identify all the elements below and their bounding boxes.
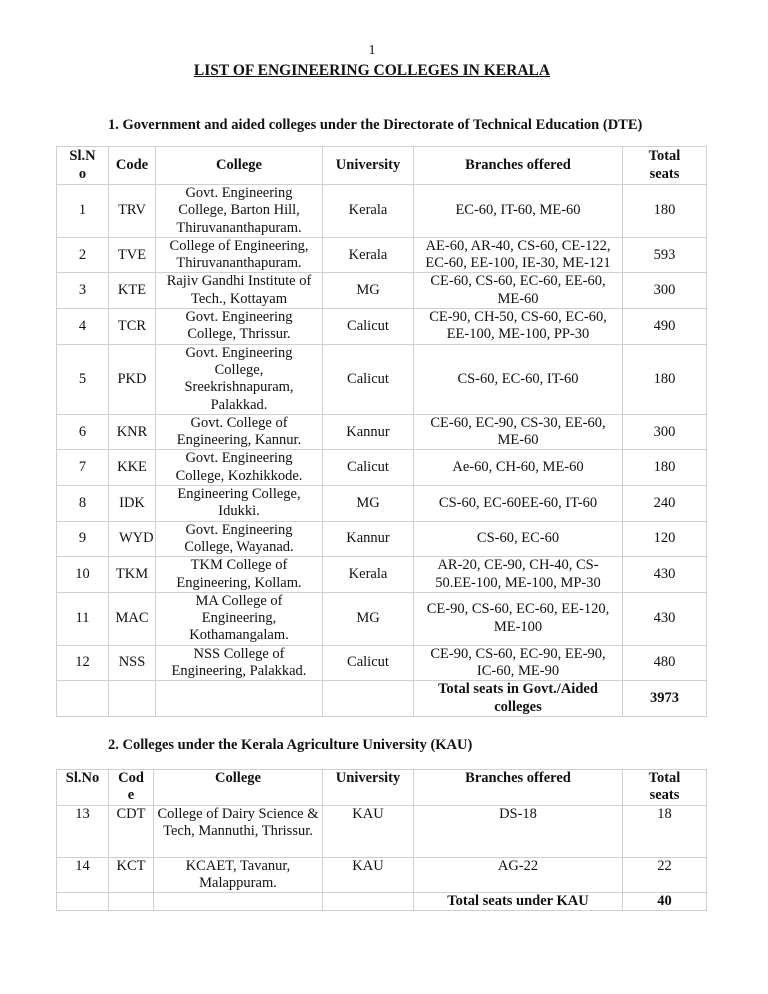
cell-university: Calicut [323, 309, 414, 345]
dte-colleges-table [56, 146, 707, 717]
table-row [57, 309, 707, 345]
cell-slno: 14 [57, 857, 109, 893]
table-row [57, 414, 707, 450]
table-row [57, 273, 707, 309]
cell-college: Rajiv Gandhi Institute of Tech., Kottayam [156, 273, 323, 309]
cell-code: KNR [109, 414, 156, 450]
cell-seats: 180 [623, 344, 707, 414]
cell-slno: 9 [57, 521, 109, 557]
cell-branches: CE-60, CS-60, EC-60, EE-60, ME-60 [414, 273, 623, 309]
cell-college: Govt. Engineering College, Wayanad. [156, 521, 323, 557]
cell-branches: AE-60, AR-40, CS-60, CE-122, EC-60, EE-100, IE-30, ME-121 [414, 237, 623, 273]
table-row [57, 557, 707, 593]
section-heading-kau: 2. Colleges under the Kerala Agriculture University (KAU) [108, 737, 473, 753]
cell-college: NSS College of Engineering, Palakkad. [156, 645, 323, 681]
table-header-row [57, 770, 707, 806]
cell-college: Govt. Engineering College, Thrissur. [156, 309, 323, 345]
cell-branches: CE-90, CH-50, CS-60, EC-60, EE-100, ME-100, PP-30 [414, 309, 623, 345]
cell-seats: 180 [623, 450, 707, 486]
cell-slno: 11 [57, 592, 109, 645]
cell-university: Calicut [323, 450, 414, 486]
column-header-code: Cod e [109, 770, 154, 806]
cell-branches: Ae-60, CH-60, ME-60 [414, 450, 623, 486]
cell-college: Engineering College, Idukki. [156, 486, 323, 522]
column-header-total-seats: Total seats [623, 147, 707, 185]
table-row [57, 450, 707, 486]
cell-seats: 18 [623, 805, 707, 857]
cell-slno: 13 [57, 805, 109, 857]
column-header-university: University [323, 147, 414, 185]
cell-slno: 5 [57, 344, 109, 414]
cell-college: Govt. Engineering College, Sreekrishnapuram, Palakkad. [156, 344, 323, 414]
cell-slno: 12 [57, 645, 109, 681]
column-header-college: College [156, 147, 323, 185]
cell-code: TRV [109, 185, 156, 238]
cell-college: MA College of Engineering, Kothamangalam. [156, 592, 323, 645]
table-row [57, 344, 707, 414]
column-header-college: College [154, 770, 323, 806]
cell-branches: CS-60, EC-60, IT-60 [414, 344, 623, 414]
cell-branches: AG-22 [414, 857, 623, 893]
cell-university: Kerala [323, 185, 414, 238]
cell-university: Kerala [323, 237, 414, 273]
column-header-branches: Branches offered [414, 147, 623, 185]
cell-seats: 180 [623, 185, 707, 238]
cell-university: Kannur [323, 521, 414, 557]
cell-code: TVE [109, 237, 156, 273]
table-row [57, 857, 707, 893]
cell-seats: 240 [623, 486, 707, 522]
cell-slno: 4 [57, 309, 109, 345]
cell-university: MG [323, 273, 414, 309]
cell-slno: 1 [57, 185, 109, 238]
cell-branches: CE-90, CS-60, EC-60, EE-120, ME-100 [414, 592, 623, 645]
cell-code: TCR [109, 309, 156, 345]
cell-code: KKE [109, 450, 156, 486]
kau-colleges-table [56, 769, 707, 911]
cell-seats: 430 [623, 592, 707, 645]
cell-code: MAC [109, 592, 156, 645]
cell-seats: 22 [623, 857, 707, 893]
cell-branches: AR-20, CE-90, CH-40, CS-50.EE-100, ME-100, MP-30 [414, 557, 623, 593]
cell-university: Kerala [323, 557, 414, 593]
cell-code: IDK [109, 486, 156, 522]
total-label: Total seats in Govt./Aided colleges [414, 681, 623, 717]
column-header-code: Code [109, 147, 156, 185]
table-row [57, 645, 707, 681]
total-value: 40 [623, 893, 707, 911]
cell-college: College of Dairy Science & Tech, Mannuthi, Thrissur. [154, 805, 323, 857]
cell-seats: 300 [623, 414, 707, 450]
cell-branches: EC-60, IT-60, ME-60 [414, 185, 623, 238]
cell-university: KAU [323, 805, 414, 857]
cell-college: Govt. Engineering College, Barton Hill, Thiruvananthapuram. [156, 185, 323, 238]
table-row [57, 805, 707, 857]
cell-college: Govt. Engineering College, Kozhikkode. [156, 450, 323, 486]
cell-code: WYD [109, 521, 156, 557]
cell-seats: 430 [623, 557, 707, 593]
total-label: Total seats under KAU [414, 893, 623, 911]
table-row [57, 521, 707, 557]
column-header-total-seats: Total seats [623, 770, 707, 806]
column-header-branches: Branches offered [414, 770, 623, 806]
cell-branches: CE-90, CS-60, EC-90, EE-90, IC-60, ME-90 [414, 645, 623, 681]
column-header-university: University [323, 770, 414, 806]
cell-university: KAU [323, 857, 414, 893]
cell-university: Calicut [323, 645, 414, 681]
cell-branches: CS-60, EC-60 [414, 521, 623, 557]
cell-code: PKD [109, 344, 156, 414]
cell-code: KTE [109, 273, 156, 309]
cell-slno: 7 [57, 450, 109, 486]
cell-university: MG [323, 486, 414, 522]
table-total-row [57, 893, 707, 911]
table-row [57, 237, 707, 273]
table-row [57, 185, 707, 238]
page-number: 1 [368, 43, 376, 58]
cell-branches: CE-60, EC-90, CS-30, EE-60, ME-60 [414, 414, 623, 450]
cell-slno: 8 [57, 486, 109, 522]
cell-slno: 6 [57, 414, 109, 450]
cell-branches: CS-60, EC-60EE-60, IT-60 [414, 486, 623, 522]
cell-code: CDT [109, 805, 154, 857]
table-row [57, 486, 707, 522]
column-header-slno: Sl.N o [57, 147, 109, 185]
column-header-slno: Sl.No [57, 770, 109, 806]
cell-slno: 3 [57, 273, 109, 309]
cell-university: MG [323, 592, 414, 645]
table-row [57, 592, 707, 645]
table-header-row [57, 147, 707, 185]
cell-code: KCT [109, 857, 154, 893]
cell-branches: DS-18 [414, 805, 623, 857]
cell-code: TKM [109, 557, 156, 593]
cell-university: Kannur [323, 414, 414, 450]
total-value: 3973 [623, 681, 707, 717]
cell-seats: 300 [623, 273, 707, 309]
cell-college: KCAET, Tavanur, Malappuram. [154, 857, 323, 893]
cell-college: Govt. College of Engineering, Kannur. [156, 414, 323, 450]
cell-seats: 593 [623, 237, 707, 273]
cell-slno: 10 [57, 557, 109, 593]
section-heading-dte: 1. Government and aided colleges under the Directorate of Technical Education (DTE) [108, 117, 643, 133]
cell-seats: 120 [623, 521, 707, 557]
cell-seats: 480 [623, 645, 707, 681]
document-title: LIST OF ENGINEERING COLLEGES IN KERALA [193, 62, 551, 79]
cell-college: College of Engineering, Thiruvananthapuram. [156, 237, 323, 273]
table-total-row [57, 681, 707, 717]
cell-seats: 490 [623, 309, 707, 345]
cell-code: NSS [109, 645, 156, 681]
cell-university: Calicut [323, 344, 414, 414]
cell-college: TKM College of Engineering, Kollam. [156, 557, 323, 593]
cell-slno: 2 [57, 237, 109, 273]
